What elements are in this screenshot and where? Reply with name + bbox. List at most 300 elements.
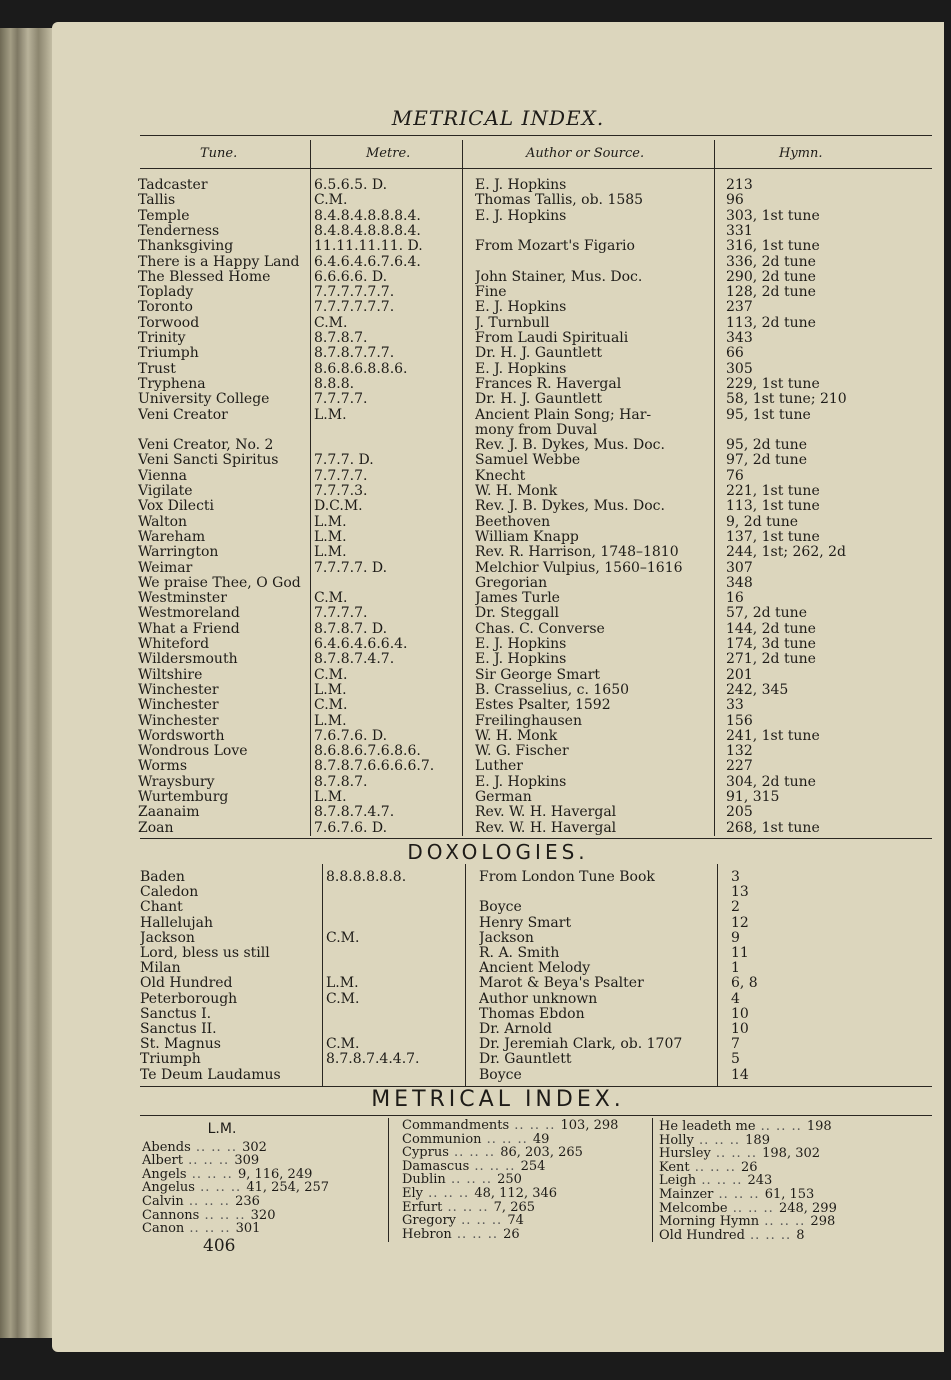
book-page xyxy=(52,22,944,1352)
cell-author: E. J. Hopkins xyxy=(475,637,567,652)
cell-author: Samuel Webbe xyxy=(475,453,581,469)
cell-hymn: 13 xyxy=(731,885,749,901)
cell-hymn: 9 xyxy=(731,930,740,946)
leader-dots: .. .. .. xyxy=(183,1193,236,1209)
table-row xyxy=(52,775,944,790)
cell-metre: L.M. xyxy=(314,407,347,423)
leader-dots: .. .. .. xyxy=(689,1159,741,1175)
cell-hymn: 10 xyxy=(731,1006,749,1022)
cell-hymn: 331 xyxy=(726,223,753,239)
cell-hymn: 304, 2d tune xyxy=(726,774,816,790)
cell-tune: Walton xyxy=(138,514,188,530)
list-item xyxy=(659,1147,837,1161)
item-tune: Angelus xyxy=(142,1180,195,1196)
table-row xyxy=(52,790,944,805)
leader-dots: .. .. .. xyxy=(710,1146,763,1162)
cell-hymn: 241, 1st tune xyxy=(726,728,820,744)
cell-author: mony from Duval xyxy=(475,422,598,438)
cell-tune: St. Magnus xyxy=(140,1037,221,1053)
cell-hymn: 213 xyxy=(726,178,753,193)
item-hymn: 254 xyxy=(520,1158,546,1174)
cell-hymn: 96 xyxy=(726,193,744,209)
cell-author: Jackson xyxy=(479,930,534,946)
cell-tune: Trinity xyxy=(138,331,186,346)
table-row xyxy=(52,591,944,606)
cell-metre: L.M. xyxy=(314,514,347,530)
table-row xyxy=(52,759,944,774)
list-item xyxy=(402,1119,618,1133)
table-row xyxy=(52,469,944,484)
cell-metre: 6.6.6.6. D. xyxy=(314,269,388,285)
cell-tune: Tenderness xyxy=(138,223,220,239)
item-hymn: 9, 116, 249 xyxy=(237,1166,313,1182)
table-row xyxy=(52,1068,944,1083)
table-row xyxy=(52,515,944,530)
cell-hymn: 10 xyxy=(731,1022,749,1037)
cell-tune: Wraysbury xyxy=(138,774,215,790)
table-row xyxy=(52,224,944,239)
table-row xyxy=(52,885,944,900)
list-item xyxy=(659,1188,837,1202)
item-hymn: 103, 298 xyxy=(560,1118,619,1133)
cell-hymn: 14 xyxy=(731,1067,749,1083)
table-row xyxy=(52,714,944,729)
item-hymn: 7, 265 xyxy=(493,1199,536,1215)
cell-hymn: 2 xyxy=(731,900,740,916)
leader-dots: .. .. .. xyxy=(451,1226,504,1242)
item-hymn: 41, 254, 257 xyxy=(246,1180,330,1196)
item-hymn: 250 xyxy=(497,1172,522,1188)
cell-hymn: 57, 2d tune xyxy=(726,606,807,622)
list-item xyxy=(402,1228,618,1242)
cell-hymn: 1 xyxy=(731,961,740,977)
table-row xyxy=(52,1022,944,1037)
cell-author: Ancient Melody xyxy=(479,961,591,977)
cell-tune: Zaanaim xyxy=(138,805,200,821)
item-hymn: 8 xyxy=(796,1227,805,1243)
cell-tune: Sanctus II. xyxy=(140,1022,217,1037)
cell-author: Author unknown xyxy=(479,991,598,1007)
list-item xyxy=(402,1214,618,1228)
cell-hymn: 144, 2d tune xyxy=(726,621,816,637)
cell-author: From London Tune Book xyxy=(479,870,655,885)
bottom-column-1 xyxy=(142,1123,329,1236)
cell-metre: C.M. xyxy=(326,991,360,1007)
item-tune: Ely xyxy=(402,1185,423,1201)
item-tune: Damascus xyxy=(402,1158,470,1174)
cell-hymn: 343 xyxy=(726,331,753,346)
item-tune: Abends xyxy=(142,1139,191,1155)
table-row xyxy=(52,946,944,961)
cell-hymn: 95, 1st tune xyxy=(726,407,811,423)
cell-tune: Vienna xyxy=(138,468,188,484)
table-row xyxy=(52,992,944,1007)
cell-author: Rev. W. H. Havergal xyxy=(475,820,617,836)
cell-metre: C.M. xyxy=(314,698,348,714)
cell-author: W. H. Monk xyxy=(475,484,558,499)
table-row xyxy=(52,270,944,285)
item-tune: Calvin xyxy=(142,1193,184,1209)
table-row xyxy=(52,239,944,254)
cell-author: E. J. Hopkins xyxy=(475,361,567,377)
leader-dots: .. .. .. xyxy=(481,1131,533,1147)
list-item xyxy=(659,1202,837,1216)
cell-metre: C.M. xyxy=(326,1037,360,1053)
cell-metre: 8.4.8.4.8.8.8.4. xyxy=(314,223,421,239)
table-row xyxy=(52,622,944,637)
item-hymn: 298 xyxy=(810,1214,836,1230)
cell-metre: 7.7.7.7. D. xyxy=(314,560,388,576)
cell-hymn: 5 xyxy=(731,1052,740,1068)
list-item xyxy=(402,1187,618,1201)
cell-metre: 8.6.8.6.8.8.6. xyxy=(314,361,408,377)
cell-tune: Triumph xyxy=(138,346,199,362)
table-row xyxy=(52,499,944,514)
item-tune: Holly xyxy=(659,1132,694,1148)
header-rule xyxy=(140,168,932,169)
cell-metre: 8.7.8.7. D. xyxy=(314,621,388,637)
item-tune: Communion xyxy=(402,1131,482,1147)
cell-hymn: 6, 8 xyxy=(731,976,758,992)
leader-dots: .. .. .. xyxy=(469,1158,521,1174)
table-row xyxy=(52,561,944,576)
list-item xyxy=(142,1195,329,1209)
cell-hymn: 16 xyxy=(726,591,744,607)
cell-hymn: 11 xyxy=(731,946,749,961)
cell-metre: 7.7.7.7. xyxy=(314,606,368,622)
list-item xyxy=(659,1174,837,1188)
item-tune: Old Hundred xyxy=(659,1227,745,1243)
cell-hymn: 242, 345 xyxy=(726,682,789,698)
cell-hymn: 58, 1st tune; 210 xyxy=(726,392,847,408)
item-tune: Gregory xyxy=(402,1213,456,1229)
leader-dots: .. .. .. xyxy=(456,1213,508,1229)
cell-hymn: 336, 2d tune xyxy=(726,254,816,270)
cell-tune: Wiltshire xyxy=(138,667,203,683)
item-tune: Kent xyxy=(659,1159,690,1175)
cell-author: Dr. Jeremiah Clark, ob. 1707 xyxy=(479,1037,683,1053)
leader-dots: .. .. .. xyxy=(448,1145,501,1161)
table-row xyxy=(52,255,944,270)
cell-author: E. J. Hopkins xyxy=(475,300,567,316)
table-row xyxy=(52,652,944,667)
item-hymn: 248, 299 xyxy=(778,1200,837,1216)
page-number: 406 xyxy=(203,1236,236,1256)
table-row xyxy=(52,423,944,438)
table-row xyxy=(52,637,944,652)
cell-tune: Westminster xyxy=(138,591,227,607)
cell-tune: Torwood xyxy=(138,315,200,331)
bottom-title: METRICAL INDEX. xyxy=(371,1087,625,1112)
leader-dots: .. .. .. xyxy=(183,1153,235,1169)
item-hymn: 86, 203, 265 xyxy=(500,1145,583,1161)
item-tune: Hursley xyxy=(659,1146,711,1162)
cell-metre: 6.4.6.4.6.7.6.4. xyxy=(314,254,421,270)
item-tune: Albert xyxy=(142,1153,183,1169)
bottom-column-3 xyxy=(659,1120,837,1242)
cell-hymn: 221, 1st tune xyxy=(726,484,820,499)
item-hymn: 302 xyxy=(242,1139,267,1155)
list-item xyxy=(402,1146,618,1160)
table-row xyxy=(52,331,944,346)
cell-tune: Wurtemburg xyxy=(138,790,229,805)
item-hymn: 26 xyxy=(740,1159,758,1175)
cell-hymn: 205 xyxy=(726,805,753,821)
cell-author: Thomas Ebdon xyxy=(479,1006,585,1022)
table-row xyxy=(52,408,944,423)
cell-author: J. Turnbull xyxy=(475,315,550,331)
cell-hymn: 113, 1st tune xyxy=(726,499,820,515)
cell-hymn: 201 xyxy=(726,667,753,683)
table-row xyxy=(52,1052,944,1067)
table-row xyxy=(52,316,944,331)
cell-author: Thomas Tallis, ob. 1585 xyxy=(475,193,644,209)
cell-author: Dr. Steggall xyxy=(475,606,560,622)
cell-tune: Tallis xyxy=(138,193,176,209)
cell-hymn: 91, 315 xyxy=(726,790,780,805)
cell-author: Luther xyxy=(475,759,523,775)
cell-tune: What a Friend xyxy=(138,621,240,637)
cell-tune: Veni Creator, No. 2 xyxy=(138,438,274,454)
cell-metre: 7.6.7.6. D. xyxy=(314,820,388,836)
item-hymn: 198 xyxy=(806,1119,832,1134)
cell-author: E. J. Hopkins xyxy=(475,774,567,790)
cell-hymn: 9, 2d tune xyxy=(726,514,799,530)
cell-tune: Toronto xyxy=(138,300,193,316)
cell-tune: Hallelujah xyxy=(140,915,213,931)
item-tune: Dublin xyxy=(402,1172,446,1188)
table-row xyxy=(52,576,944,591)
cell-author: Henry Smart xyxy=(479,915,572,931)
cell-author: R. A. Smith xyxy=(479,946,560,961)
cell-tune: Weimar xyxy=(138,560,193,576)
list-item xyxy=(402,1133,618,1147)
cell-metre: 7.6.7.6. D. xyxy=(314,728,388,744)
cell-author: E. J. Hopkins xyxy=(475,652,567,668)
cell-tune: Triumph xyxy=(140,1052,201,1068)
leader-dots: .. .. .. xyxy=(693,1132,746,1148)
cell-hymn: 128, 2d tune xyxy=(726,285,816,301)
cell-author: Rev. R. Harrison, 1748–1810 xyxy=(475,545,679,561)
cell-author: William Knapp xyxy=(475,529,579,545)
item-hymn: 74 xyxy=(507,1213,524,1229)
cell-hymn: 316, 1st tune xyxy=(726,239,820,255)
cell-tune: Lord, bless us still xyxy=(140,946,270,961)
list-item xyxy=(402,1173,618,1187)
cell-metre: C.M. xyxy=(314,667,348,683)
cell-tune: Thanksgiving xyxy=(138,239,234,255)
cell-hymn: 156 xyxy=(726,713,753,729)
table-row xyxy=(52,821,944,836)
cell-tune: Wareham xyxy=(138,529,206,545)
cell-metre: C.M. xyxy=(314,315,348,331)
leader-dots: .. .. .. xyxy=(744,1227,797,1243)
table-row xyxy=(52,392,944,407)
cell-metre: C.M. xyxy=(326,930,360,946)
cell-hymn: 4 xyxy=(731,991,740,1007)
cell-hymn: 227 xyxy=(726,759,753,775)
cell-author: Beethoven xyxy=(475,514,551,530)
leader-dots: .. .. .. xyxy=(190,1139,243,1155)
cell-hymn: 12 xyxy=(731,915,749,931)
item-hymn: 320 xyxy=(250,1207,276,1223)
cell-tune: Toplady xyxy=(138,285,194,301)
list-item xyxy=(402,1160,618,1174)
cell-metre: 7.7.7.7. xyxy=(314,468,368,484)
cell-tune: Winchester xyxy=(138,682,219,698)
table-row xyxy=(52,285,944,300)
header-hymn: Hymn. xyxy=(779,146,823,161)
cell-author: Gregorian xyxy=(475,575,548,591)
bottom-divider-2 xyxy=(652,1118,653,1242)
list-item xyxy=(659,1161,837,1175)
leader-dots: .. .. .. xyxy=(696,1173,748,1189)
leader-dots: .. .. .. xyxy=(194,1180,247,1196)
cell-metre: L.M. xyxy=(314,713,347,729)
cell-tune: Tryphena xyxy=(138,376,206,392)
cell-author: Dr. Gauntlett xyxy=(479,1052,572,1068)
cell-author: Frances R. Havergal xyxy=(475,376,622,392)
item-hymn: 49 xyxy=(532,1131,550,1147)
cell-author: From Mozart's Figario xyxy=(475,239,635,255)
table-row xyxy=(52,931,944,946)
cell-tune: Wildersmouth xyxy=(138,652,238,668)
cell-metre: 7.7.7.7.7.7. xyxy=(314,285,395,301)
table-row xyxy=(52,870,944,885)
table-row xyxy=(52,916,944,931)
cell-hymn: 137, 1st tune xyxy=(726,529,820,545)
list-item xyxy=(142,1181,329,1195)
table-row xyxy=(52,683,944,698)
cell-author: Melchior Vulpius, 1560–1616 xyxy=(475,560,683,576)
cell-metre: 8.4.8.4.8.8.8.4. xyxy=(314,208,421,224)
cell-author: Dr. H. J. Gauntlett xyxy=(475,392,603,408)
cell-metre: 8.8.8. xyxy=(314,376,355,392)
table-row xyxy=(52,300,944,315)
item-hymn: 198, 302 xyxy=(762,1146,821,1162)
header-author: Author or Source. xyxy=(526,146,645,161)
cell-hymn: 305 xyxy=(726,361,753,377)
cell-author: E. J. Hopkins xyxy=(475,178,567,193)
item-hymn: 189 xyxy=(745,1132,770,1148)
cell-hymn: 244, 1st; 262, 2d xyxy=(726,545,846,561)
cell-metre: D.C.M. xyxy=(314,499,363,515)
table-row xyxy=(52,961,944,976)
cell-tune: Old Hundred xyxy=(140,976,233,992)
cell-tune: Veni Creator xyxy=(138,407,228,423)
cell-tune: Tadcaster xyxy=(138,178,208,193)
leader-dots: .. .. .. xyxy=(199,1207,251,1223)
cell-tune: The Blessed Home xyxy=(138,269,271,285)
cell-author: Rev. J. B. Dykes, Mus. Doc. xyxy=(475,438,665,454)
cell-tune: Jackson xyxy=(140,930,195,946)
table-row xyxy=(52,729,944,744)
cell-metre: 8.8.8.8.8.8. xyxy=(326,870,407,885)
cell-author: Chas. C. Converse xyxy=(475,621,605,637)
cell-author: B. Crasselius, c. 1650 xyxy=(475,682,630,698)
item-tune: He leadeth me xyxy=(659,1119,756,1134)
list-item xyxy=(142,1168,329,1182)
cell-metre: 8.7.8.7.4.7. xyxy=(314,805,395,821)
lm-heading: L.M. xyxy=(207,1121,237,1137)
cell-author: Dr. H. J. Gauntlett xyxy=(475,346,603,362)
table-row xyxy=(52,668,944,683)
cell-metre: 8.7.8.7.7.7. xyxy=(314,346,395,362)
leader-dots: .. .. .. xyxy=(423,1185,475,1201)
item-tune: Melcombe xyxy=(659,1200,728,1216)
table-row xyxy=(52,377,944,392)
cell-tune: Zoan xyxy=(138,820,174,836)
cell-tune: Sanctus I. xyxy=(140,1006,212,1022)
cell-tune: Wordsworth xyxy=(138,728,225,744)
cell-tune: Veni Sancti Spiritus xyxy=(138,453,279,469)
leader-dots: .. .. .. xyxy=(713,1186,765,1202)
table-row xyxy=(52,209,944,224)
list-item xyxy=(659,1229,837,1243)
cell-tune: Baden xyxy=(140,870,185,885)
cell-author: Boyce xyxy=(479,1067,522,1083)
table-row xyxy=(52,362,944,377)
table-row xyxy=(52,178,944,193)
item-hymn: 26 xyxy=(503,1226,520,1242)
doxology-rule xyxy=(140,838,932,839)
cell-author: Dr. Arnold xyxy=(479,1022,552,1037)
item-tune: Erfurt xyxy=(402,1199,443,1215)
page-title: METRICAL INDEX. xyxy=(391,106,605,130)
item-tune: Cyprus xyxy=(402,1145,449,1161)
table-row xyxy=(52,976,944,991)
cell-hymn: 303, 1st tune xyxy=(726,208,820,224)
cell-metre: 8.7.8.7.6.6.6.6.7. xyxy=(314,759,435,775)
cell-tune: Winchester xyxy=(138,713,219,729)
table-row xyxy=(52,805,944,820)
cell-metre: 8.6.8.6.7.6.8.6. xyxy=(314,744,421,760)
item-hymn: 48, 112, 346 xyxy=(474,1185,558,1201)
cell-author: E. J. Hopkins xyxy=(475,208,567,224)
leader-dots: .. .. .. xyxy=(759,1214,811,1230)
cell-hymn: 97, 2d tune xyxy=(726,453,807,469)
leader-dots: .. .. .. xyxy=(445,1172,498,1188)
cell-metre: 8.7.8.7.4.7. xyxy=(314,652,395,668)
list-item xyxy=(659,1120,837,1134)
cell-author: W. G. Fischer xyxy=(475,744,569,760)
bottom-divider-1 xyxy=(388,1118,389,1242)
cell-author: Fine xyxy=(475,285,507,301)
cell-metre: C.M. xyxy=(314,591,348,607)
cell-metre: 8.7.8.7. xyxy=(314,331,368,346)
cell-tune: Westmoreland xyxy=(138,606,240,622)
cell-tune: Vox Dilecti xyxy=(138,499,215,515)
cell-metre: 7.7.7.7. xyxy=(314,392,368,408)
cell-hymn: 7 xyxy=(731,1037,740,1053)
cell-tune: Whiteford xyxy=(138,637,210,652)
item-hymn: 309 xyxy=(234,1153,260,1169)
table-row xyxy=(52,346,944,361)
bottom-column-2 xyxy=(402,1119,618,1241)
cell-hymn: 33 xyxy=(726,698,744,714)
table-row xyxy=(52,698,944,713)
item-tune: Leigh xyxy=(659,1173,697,1189)
cell-hymn: 113, 2d tune xyxy=(726,315,816,331)
leader-dots: .. .. .. xyxy=(184,1221,236,1237)
table-row xyxy=(52,1037,944,1052)
cell-hymn: 66 xyxy=(726,346,744,362)
header-tune: Tune. xyxy=(200,146,238,161)
cell-tune: Vigilate xyxy=(138,484,193,499)
cell-metre: L.M. xyxy=(314,682,347,698)
cell-tune: Worms xyxy=(138,759,188,775)
item-tune: Canon xyxy=(142,1221,185,1237)
